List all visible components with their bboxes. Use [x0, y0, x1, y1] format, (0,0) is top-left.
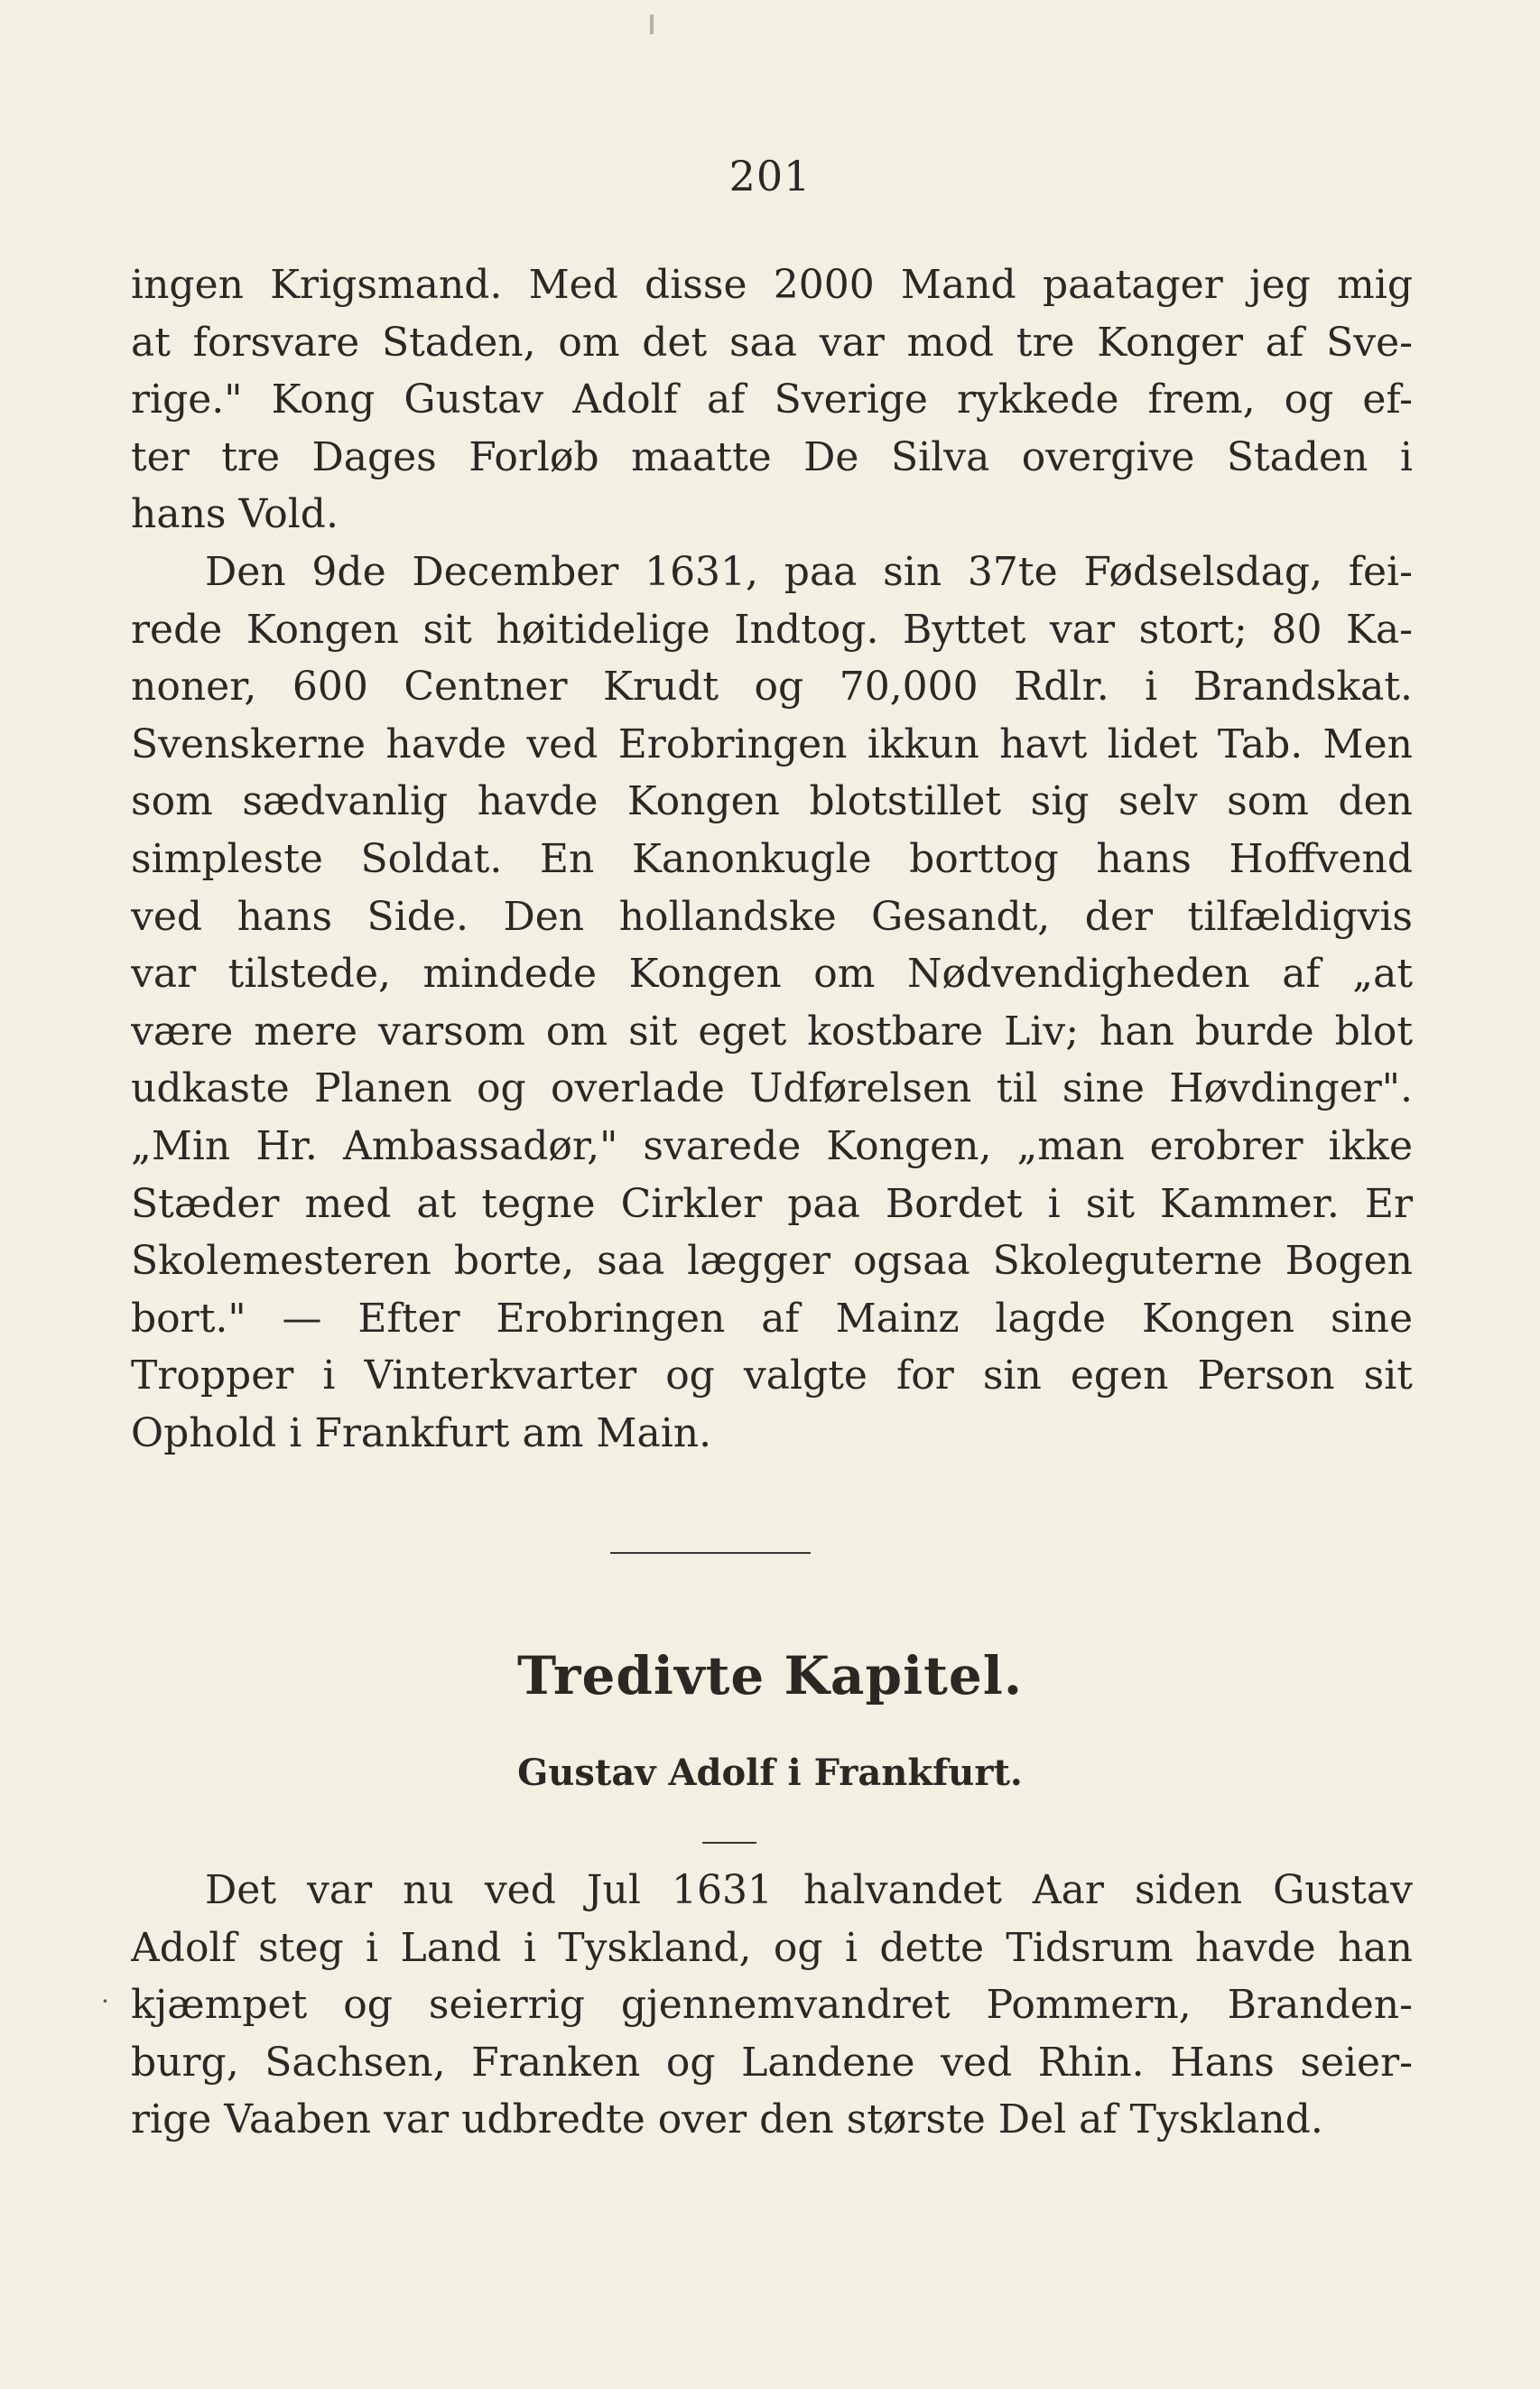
text-line: rede Kongen sit høitidelige Indtog. Byttet var stort; 80 Ka- [131, 606, 1413, 653]
text-line: „Min Hr. Ambassadør," svarede Kongen, „man erobrer ikke [131, 1122, 1413, 1169]
text-line: ingen Krigsmand. Med disse 2000 Mand paatager jeg mig [131, 262, 1413, 308]
text-line: var tilstede, mindede Kongen om Nødvendigheden af „at [131, 951, 1413, 998]
text-line: Adolf steg i Land i Tyskland, og i dette Tidsrum havde han [131, 1924, 1413, 1971]
text-line: Skolemesteren borte, saa lægger ogsaa Skoleguterne Bogen [131, 1238, 1413, 1285]
text-line: noner, 600 Centner Krudt og 70,000 Rdlr. i Brandskat. [131, 664, 1413, 711]
text-line: udkaste Planen og overlade Udførelsen til sine Høvdinger". [131, 1065, 1413, 1112]
scan-speck [650, 14, 654, 34]
text-line: hans Vold. [131, 491, 339, 538]
text-line: simpleste Soldat. En Kanonkugle borttog hans Hoffvend [131, 835, 1413, 882]
subtitle-divider [702, 1842, 756, 1844]
text-line: ter tre Dages Forløb maatte De Silva overgive Staden i [131, 433, 1413, 480]
page-number: 201 [728, 152, 812, 200]
text-line: Tropper i Vinterkvarter og valgte for sin egen Person sit [131, 1353, 1413, 1399]
body-text-top [131, 256, 1413, 1462]
chapter-subtitle: Gustav Adolf i Frankfurt. [517, 1752, 1023, 1794]
text-line: Ophold i Frankfurt am Main. [131, 1409, 712, 1456]
section-divider [610, 1552, 811, 1554]
text-line: burg, Sachsen, Franken og Landene ved Rhin. Hans seier- [131, 2039, 1413, 2086]
text-line: ved hans Side. Den hollandske Gesandt, der tilfældigvis [131, 893, 1413, 940]
text-line: Det var nu ved Jul 1631 halvandet Aar siden Gustav [205, 1867, 1413, 1913]
text-line: være mere varsom om sit eget kostbare Liv; han burde blot [131, 1008, 1413, 1055]
text-line: Den 9de December 1631, paa sin 37te Fødselsdag, fei- [205, 548, 1413, 595]
text-line: at forsvare Staden, om det saa var mod tre Konger af Sve- [131, 319, 1413, 366]
text-line: bort." — Efter Erobringen af Mainz lagde Kongen sine [131, 1295, 1413, 1342]
text-line: Stæder med at tegne Cirkler paa Bordet i sit Kammer. Er [131, 1180, 1413, 1227]
text-line: Svenskerne havde ved Erobringen ikkun havt lidet Tab. Men [131, 720, 1413, 767]
text-line: rige." Kong Gustav Adolf af Sverige rykkede frem, og ef- [131, 376, 1413, 423]
text-line: rige Vaaben var udbredte over den største Del af Tyskland. [131, 2096, 1323, 2143]
text-line: kjæmpet og seierrig gjennemvandret Pommern, Branden- [131, 1982, 1413, 2029]
chapter-title: Tredivte Kapitel. [516, 1645, 1024, 1706]
margin-dot: · [101, 1986, 109, 2016]
body-text-bottom [131, 1862, 1413, 2149]
text-line: som sædvanlig havde Kongen blotstillet sig selv som den [131, 778, 1413, 825]
